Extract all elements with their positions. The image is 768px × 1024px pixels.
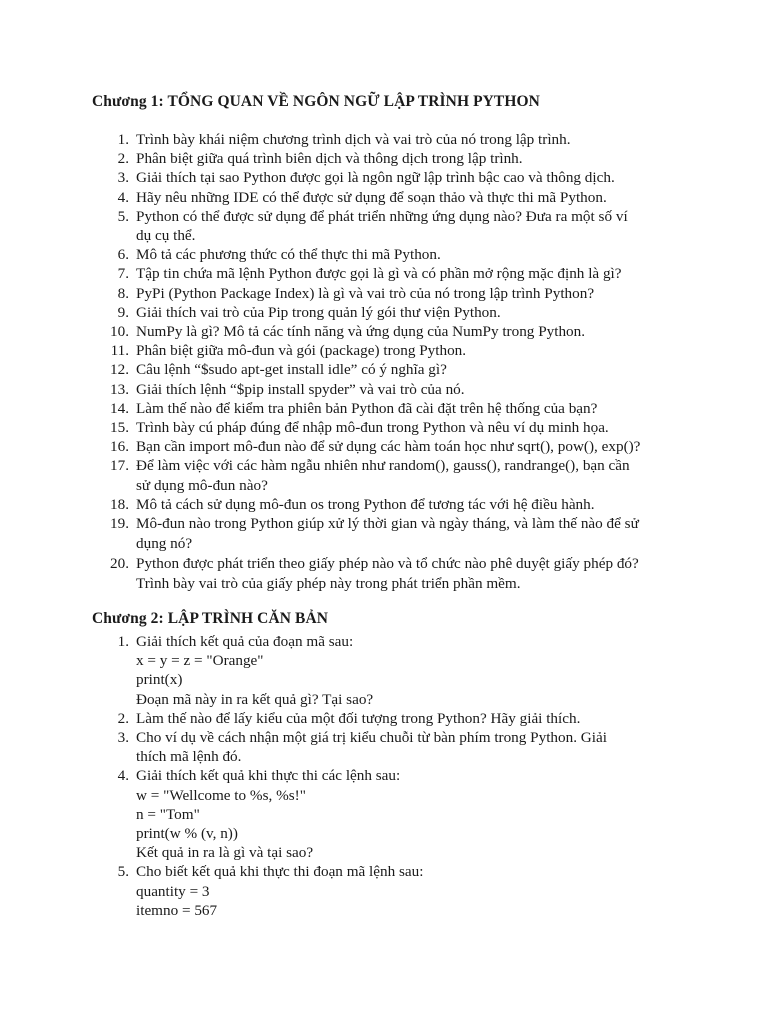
question-text-line: PyPi (Python Package Index) là gì và vai trò của nó trong lập trình Python? — [136, 284, 595, 302]
question-text-line: Giải thích tại sao Python được gọi là ngôn ngữ lập trình bậc cao và thông dịch. — [136, 169, 615, 187]
question-item — [0, 632, 768, 709]
question-text-line: sử dụng mô-đun nào? — [136, 476, 268, 494]
question-item — [0, 514, 768, 554]
question-text-line: Trình bày cú pháp đúng để nhập mô-đun trong Python và nêu ví dụ minh họa. — [136, 419, 609, 437]
code-line: x = y = z = "Orange" — [136, 652, 264, 670]
question-number: 17. — [110, 457, 129, 475]
question-item — [0, 130, 768, 149]
question-text-line: Bạn cần import mô-đun nào để sử dụng các hàm toán học như sqrt(), pow(), exp()? — [136, 438, 641, 456]
question-number: 19. — [110, 515, 129, 533]
question-number: 16. — [110, 438, 129, 456]
question-text-line: Hãy nêu những IDE có thể được sử dụng để soạn thảo và thực thi mã Python. — [136, 188, 607, 206]
question-number: 4. — [117, 767, 129, 785]
question-followup-line: Kết quả in ra là gì và tại sao? — [136, 844, 314, 862]
question-text-line: Cho ví dụ về cách nhận một giá trị kiểu chuỗi từ bàn phím trong Python. Giải — [136, 729, 607, 747]
question-text-line: Cho biết kết quả khi thực thi đoạn mã lệnh sau: — [136, 863, 424, 881]
code-line: w = "Wellcome to %s, %s!" — [136, 786, 306, 804]
question-number: 3. — [117, 169, 129, 187]
question-number: 7. — [117, 265, 129, 283]
question-number: 5. — [117, 207, 129, 225]
question-number: 15. — [110, 419, 129, 437]
question-item — [0, 322, 768, 341]
question-number: 20. — [110, 555, 129, 573]
question-item — [0, 168, 768, 187]
question-item — [0, 149, 768, 168]
chapter-1-title: Chương 1: TỔNG QUAN VỀ NGÔN NGỮ LẬP TRÌNH PYTHON — [92, 93, 540, 110]
question-number: 5. — [117, 863, 129, 881]
question-text-line: Giải thích kết quả khi thực thi các lệnh sau: — [136, 767, 401, 785]
question-item — [0, 245, 768, 264]
question-text-line: Mô tả cách sử dụng mô-đun os trong Python để tương tác với hệ điều hành. — [136, 495, 595, 513]
question-number: 2. — [117, 709, 129, 727]
question-number: 11. — [110, 342, 129, 360]
question-item — [0, 380, 768, 399]
question-number: 2. — [117, 150, 129, 168]
chapter-2-question-list — [0, 632, 768, 920]
question-item — [0, 360, 768, 379]
question-text-line: Câu lệnh “$sudo apt-get install idle” có ý nghĩa gì? — [136, 361, 447, 379]
question-text-line: Làm thế nào để kiểm tra phiên bản Python đã cài đặt trên hệ thống của bạn? — [136, 399, 598, 417]
question-item — [0, 418, 768, 437]
question-item — [0, 284, 768, 303]
question-item — [0, 264, 768, 283]
question-item — [0, 709, 768, 728]
question-text-line: Giải thích kết quả của đoạn mã sau: — [136, 633, 354, 650]
question-text-line: Python có thể được sử dụng để phát triển những ứng dụng nào? Đưa ra một số ví — [136, 207, 628, 225]
question-text-line: dụ cụ thể. — [136, 227, 196, 245]
question-text-line: Trình bày khái niệm chương trình dịch và vai trò của nó trong lập trình. — [136, 131, 571, 148]
question-number: 14. — [110, 399, 129, 417]
question-number: 18. — [110, 495, 129, 513]
code-line: print(w % (v, n)) — [136, 825, 238, 843]
question-text-line: thích mã lệnh đó. — [136, 748, 242, 766]
question-text-line: Giải thích vai trò của Pip trong quản lý gói thư viện Python. — [136, 303, 501, 321]
question-number: 8. — [117, 284, 129, 302]
question-number: 3. — [117, 729, 129, 747]
question-text-line: Để làm việc với các hàm ngẫu nhiên như random(), gauss(), randrange(), bạn cần — [136, 457, 630, 475]
question-text-line: Mô-đun nào trong Python giúp xử lý thời gian và ngày tháng, và làm thế nào để sử — [136, 515, 639, 533]
question-item — [0, 341, 768, 360]
question-text-line: Làm thế nào để lấy kiểu của một đối tượng trong Python? Hãy giải thích. — [136, 709, 581, 727]
question-text-line: Phân biệt giữa quá trình biên dịch và thông dịch trong lập trình. — [136, 150, 523, 168]
question-text-line: Phân biệt giữa mô-đun và gói (package) trong Python. — [136, 342, 467, 360]
question-number: 6. — [117, 246, 129, 264]
question-item — [0, 207, 768, 245]
code-line: quantity = 3 — [136, 882, 210, 900]
question-number: 13. — [110, 380, 129, 398]
question-text-line: NumPy là gì? Mô tả các tính năng và ứng dụng của NumPy trong Python. — [136, 323, 586, 341]
code-line: n = "Tom" — [136, 805, 200, 823]
question-item — [0, 554, 768, 594]
question-number: 1. — [117, 633, 129, 650]
code-line: itemno = 567 — [136, 901, 218, 919]
chapter-2-title: Chương 2: LẬP TRÌNH CĂN BẢN — [92, 610, 329, 627]
question-followup-line: Đoạn mã này in ra kết quả gì? Tại sao? — [136, 690, 374, 708]
question-item — [0, 862, 768, 920]
question-text-line: Python được phát triển theo giấy phép nào và tổ chức nào phê duyệt giấy phép đó? — [136, 555, 639, 573]
question-item — [0, 766, 768, 862]
chapter-1-question-list — [0, 130, 768, 594]
question-item — [0, 456, 768, 494]
question-number: 4. — [117, 188, 129, 206]
question-item — [0, 188, 768, 207]
code-line: print(x) — [136, 671, 183, 689]
question-item — [0, 437, 768, 456]
question-text-line: Mô tả các phương thức có thể thực thi mã Python. — [136, 246, 441, 264]
question-item — [0, 495, 768, 514]
question-number: 10. — [110, 323, 129, 341]
question-text-line: Giải thích lệnh “$pip install spyder” và vai trò của nó. — [136, 380, 465, 398]
question-item — [0, 303, 768, 322]
question-item — [0, 399, 768, 418]
question-number: 1. — [117, 131, 129, 148]
question-number: 12. — [110, 361, 129, 379]
question-text-line: dụng nó? — [136, 535, 193, 553]
question-item — [0, 728, 768, 766]
question-number: 9. — [117, 303, 129, 321]
question-text-line: Tập tin chứa mã lệnh Python được gọi là gì và có phần mở rộng mặc định là gì? — [136, 265, 622, 283]
question-text-line: Trình bày vai trò của giấy phép này trong phát triển phần mềm. — [136, 575, 521, 593]
